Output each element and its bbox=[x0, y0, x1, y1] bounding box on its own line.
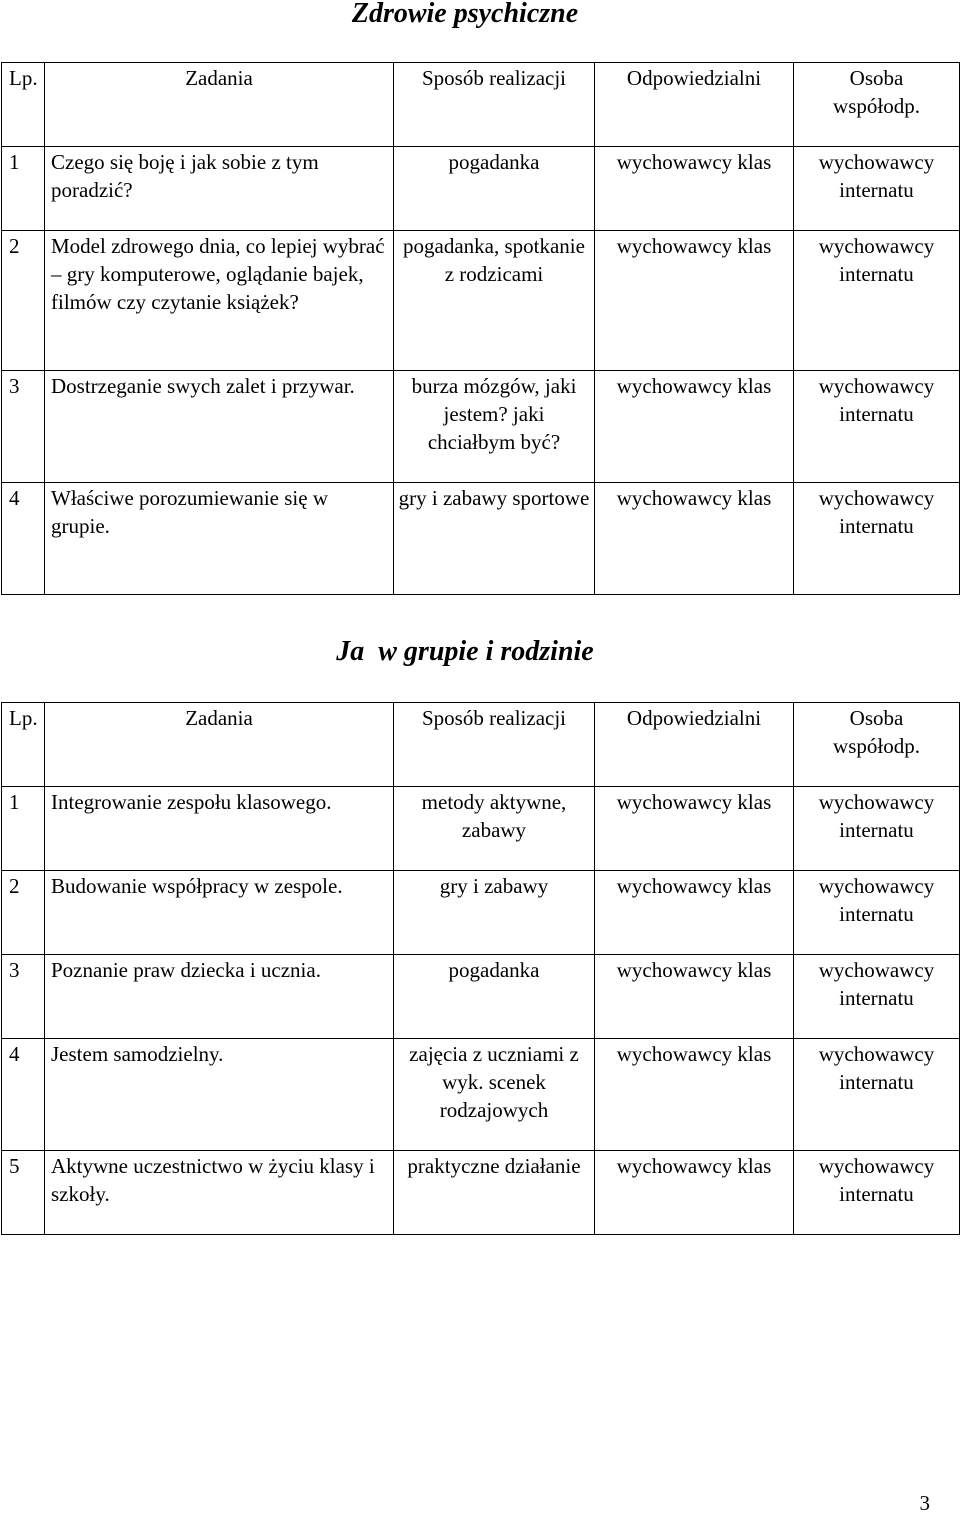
cell-task: Czego się boję i jak sobie z tym poradzić? bbox=[45, 147, 394, 231]
table-header-row bbox=[2, 703, 960, 787]
cell-method: zajęcia z uczniami z wyk. scenek rodzajowych bbox=[394, 1039, 595, 1151]
cell-responsible: wychowawcy klas bbox=[595, 787, 794, 871]
cell-method: gry i zabawy sportowe bbox=[394, 483, 595, 595]
co-line2: internatu bbox=[839, 514, 914, 538]
cell-task: Dostrzeganie swych zalet i przywar. bbox=[45, 371, 394, 483]
plan-table bbox=[1, 702, 960, 1235]
cell-lp: 2 bbox=[2, 231, 45, 371]
cell-co-responsible bbox=[794, 231, 960, 371]
cell-lp: 1 bbox=[2, 787, 45, 871]
co-line1: wychowawcy bbox=[818, 486, 935, 510]
cell-co-responsible bbox=[794, 955, 960, 1039]
header-co-line1: Osoba bbox=[849, 706, 904, 730]
co-line1: wychowawcy bbox=[818, 374, 935, 398]
cell-co-responsible bbox=[794, 1039, 960, 1151]
cell-method: metody aktywne, zabawy bbox=[394, 787, 595, 871]
cell-co-responsible bbox=[794, 1151, 960, 1235]
cell-responsible: wychowawcy klas bbox=[595, 1151, 794, 1235]
header-co-line2: współodp. bbox=[833, 734, 920, 758]
cell-responsible: wychowawcy klas bbox=[595, 147, 794, 231]
cell-co-responsible bbox=[794, 871, 960, 955]
cell-method: pogadanka bbox=[394, 955, 595, 1039]
cell-co-responsible bbox=[794, 787, 960, 871]
cell-lp: 4 bbox=[2, 1039, 45, 1151]
cell-co-responsible bbox=[794, 147, 960, 231]
co-line2: internatu bbox=[839, 986, 914, 1010]
cell-task: Właściwe porozumiewanie się w grupie. bbox=[45, 483, 394, 595]
header-co-responsible bbox=[794, 63, 960, 147]
cell-task: Poznanie praw dziecka i ucznia. bbox=[45, 955, 394, 1039]
cell-lp: 5 bbox=[2, 1151, 45, 1235]
cell-lp: 4 bbox=[2, 483, 45, 595]
table-row bbox=[2, 147, 960, 231]
cell-responsible: wychowawcy klas bbox=[595, 871, 794, 955]
cell-responsible: wychowawcy klas bbox=[595, 1039, 794, 1151]
cell-task: Aktywne uczestnictwo w życiu klasy i szkoły. bbox=[45, 1151, 394, 1235]
table-row bbox=[2, 1039, 960, 1151]
header-responsible: Odpowiedzialni bbox=[595, 703, 794, 787]
table-row bbox=[2, 1151, 960, 1235]
cell-responsible: wychowawcy klas bbox=[595, 231, 794, 371]
header-tasks: Zadania bbox=[45, 63, 394, 147]
cell-method: pogadanka bbox=[394, 147, 595, 231]
header-lp: Lp. bbox=[2, 63, 45, 147]
page-number: 3 bbox=[919, 1491, 930, 1515]
cell-method: burza mózgów, jaki jestem? jaki chciałbym być? bbox=[394, 371, 595, 483]
co-line1: wychowawcy bbox=[818, 790, 935, 814]
section-title: Zdrowie psychiczne bbox=[351, 0, 579, 29]
co-line2: internatu bbox=[839, 818, 914, 842]
header-method: Sposób realizacji bbox=[394, 63, 595, 147]
table-row bbox=[2, 871, 960, 955]
header-tasks: Zadania bbox=[45, 703, 394, 787]
cell-responsible: wychowawcy klas bbox=[595, 483, 794, 595]
cell-method: praktyczne działanie bbox=[394, 1151, 595, 1235]
cell-method: pogadanka, spotkanie z rodzicami bbox=[394, 231, 595, 371]
cell-co-responsible bbox=[794, 371, 960, 483]
cell-responsible: wychowawcy klas bbox=[595, 955, 794, 1039]
table-row bbox=[2, 787, 960, 871]
co-line2: internatu bbox=[839, 1182, 914, 1206]
co-line1: wychowawcy bbox=[818, 1154, 935, 1178]
co-line2: internatu bbox=[839, 902, 914, 926]
header-method: Sposób realizacji bbox=[394, 703, 595, 787]
header-responsible: Odpowiedzialni bbox=[595, 63, 794, 147]
co-line2: internatu bbox=[839, 402, 914, 426]
table-row bbox=[2, 371, 960, 483]
co-line2: internatu bbox=[839, 178, 914, 202]
cell-lp: 2 bbox=[2, 871, 45, 955]
table-row bbox=[2, 483, 960, 595]
cell-task: Jestem samodzielny. bbox=[45, 1039, 394, 1151]
cell-co-responsible bbox=[794, 483, 960, 595]
header-co-responsible bbox=[794, 703, 960, 787]
cell-task: Budowanie współpracy w zespole. bbox=[45, 871, 394, 955]
section-title: Ja w grupie i rodzinie bbox=[336, 636, 594, 667]
co-line2: internatu bbox=[839, 262, 914, 286]
co-line1: wychowawcy bbox=[818, 1042, 935, 1066]
header-co-line2: współodp. bbox=[833, 94, 920, 118]
co-line1: wychowawcy bbox=[818, 874, 935, 898]
cell-method: gry i zabawy bbox=[394, 871, 595, 955]
table-header-row bbox=[2, 63, 960, 147]
cell-lp: 3 bbox=[2, 371, 45, 483]
cell-lp: 1 bbox=[2, 147, 45, 231]
header-co-line1: Osoba bbox=[849, 66, 904, 90]
plan-table bbox=[1, 62, 960, 595]
co-line1: wychowawcy bbox=[818, 958, 935, 982]
co-line2: internatu bbox=[839, 1070, 914, 1094]
co-line1: wychowawcy bbox=[818, 150, 935, 174]
cell-task: Model zdrowego dnia, co lepiej wybrać – gry komputerowe, oglądanie bajek, filmów czy czytanie książek? bbox=[45, 231, 394, 371]
cell-lp: 3 bbox=[2, 955, 45, 1039]
cell-responsible: wychowawcy klas bbox=[595, 371, 794, 483]
cell-task: Integrowanie zespołu klasowego. bbox=[45, 787, 394, 871]
header-lp: Lp. bbox=[2, 703, 45, 787]
table-row bbox=[2, 955, 960, 1039]
co-line1: wychowawcy bbox=[818, 234, 935, 258]
table-row bbox=[2, 231, 960, 371]
